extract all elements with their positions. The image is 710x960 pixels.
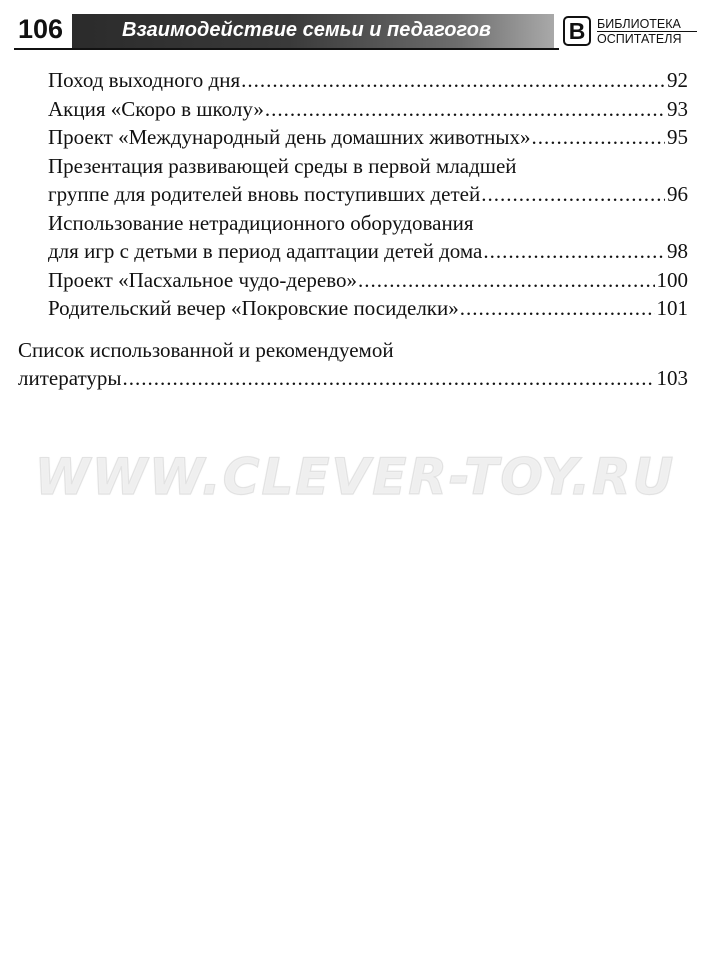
toc-dot-leader: [123, 364, 655, 393]
series-name-line1: БИБЛИОТЕКА: [597, 17, 681, 31]
series-name-line2: ОСПИТАТЕЛЯ: [597, 31, 697, 46]
running-header-title: Взаимодействие семьи и педагогов: [122, 19, 491, 41]
toc-entry-line: [48, 180, 688, 209]
series-name: [597, 17, 697, 46]
toc-page-number: 93: [667, 96, 688, 121]
toc-page-number: 95: [667, 125, 688, 149]
toc-page-number: 100: [656, 267, 688, 292]
toc-entry: [18, 336, 688, 393]
toc-entry: [48, 66, 688, 95]
toc-entry: [48, 95, 688, 124]
toc-dot-leader: [358, 266, 655, 295]
toc-entry-title-line: Список использованной и рекомендуемой: [18, 337, 394, 362]
toc-entry-title-line: Презентация развивающей среды в первой младшей: [48, 153, 517, 178]
page-number: 106: [18, 14, 64, 44]
toc-entry-title: Акция «Скоро в школу»: [48, 96, 264, 121]
toc-dot-leader: [265, 95, 665, 124]
table-of-contents: [0, 66, 710, 393]
toc-entry-title: Проект «Пасхальное чудо-дерево»: [48, 267, 357, 292]
toc-entry-title: Проект «Международный день домашних животных»: [48, 125, 531, 149]
toc-entry-line: [48, 294, 688, 323]
toc-dot-leader: [241, 66, 665, 95]
toc-entry-line: [18, 364, 688, 393]
toc-entry: [48, 152, 688, 209]
running-header-bar: [72, 14, 554, 50]
toc-page-number: 101: [656, 296, 688, 320]
toc-entry-line: [48, 123, 688, 152]
toc-dot-leader: [531, 123, 665, 152]
header-rule: [14, 48, 559, 50]
toc-entry-title: Родительский вечер «Покровские посиделки»: [48, 296, 459, 320]
toc-page-number: 98: [667, 239, 688, 263]
toc-entry-line: [48, 95, 688, 124]
toc-entry-title-line: Использование нетрадиционного оборудования: [48, 210, 474, 235]
toc-entry-title: группе для родителей вновь поступивших детей: [48, 182, 481, 206]
toc-page-number: 96: [667, 182, 688, 206]
toc-entry-line: [48, 266, 688, 295]
toc-entry: [48, 294, 688, 323]
toc-page-number: 92: [667, 68, 688, 92]
toc-entry-title: Поход выходного дня: [48, 68, 241, 92]
toc-dot-leader: [483, 237, 665, 266]
toc-entry: [48, 209, 688, 266]
series-logo-icon: В: [563, 16, 591, 46]
toc-entry-title: для игр с детьми в период адаптации детей дома: [48, 239, 483, 263]
toc-dot-leader: [481, 180, 665, 209]
toc-entry-line: [48, 66, 688, 95]
toc-dot-leader: [460, 294, 655, 323]
toc-entry-line: [48, 237, 688, 266]
toc-page-number: 103: [656, 366, 688, 390]
toc-entry: [48, 123, 688, 152]
toc-entry: [48, 266, 688, 295]
watermark: WWW.CLEVER-TOY.RU: [34, 448, 676, 506]
toc-entry-title: литературы: [18, 366, 122, 390]
